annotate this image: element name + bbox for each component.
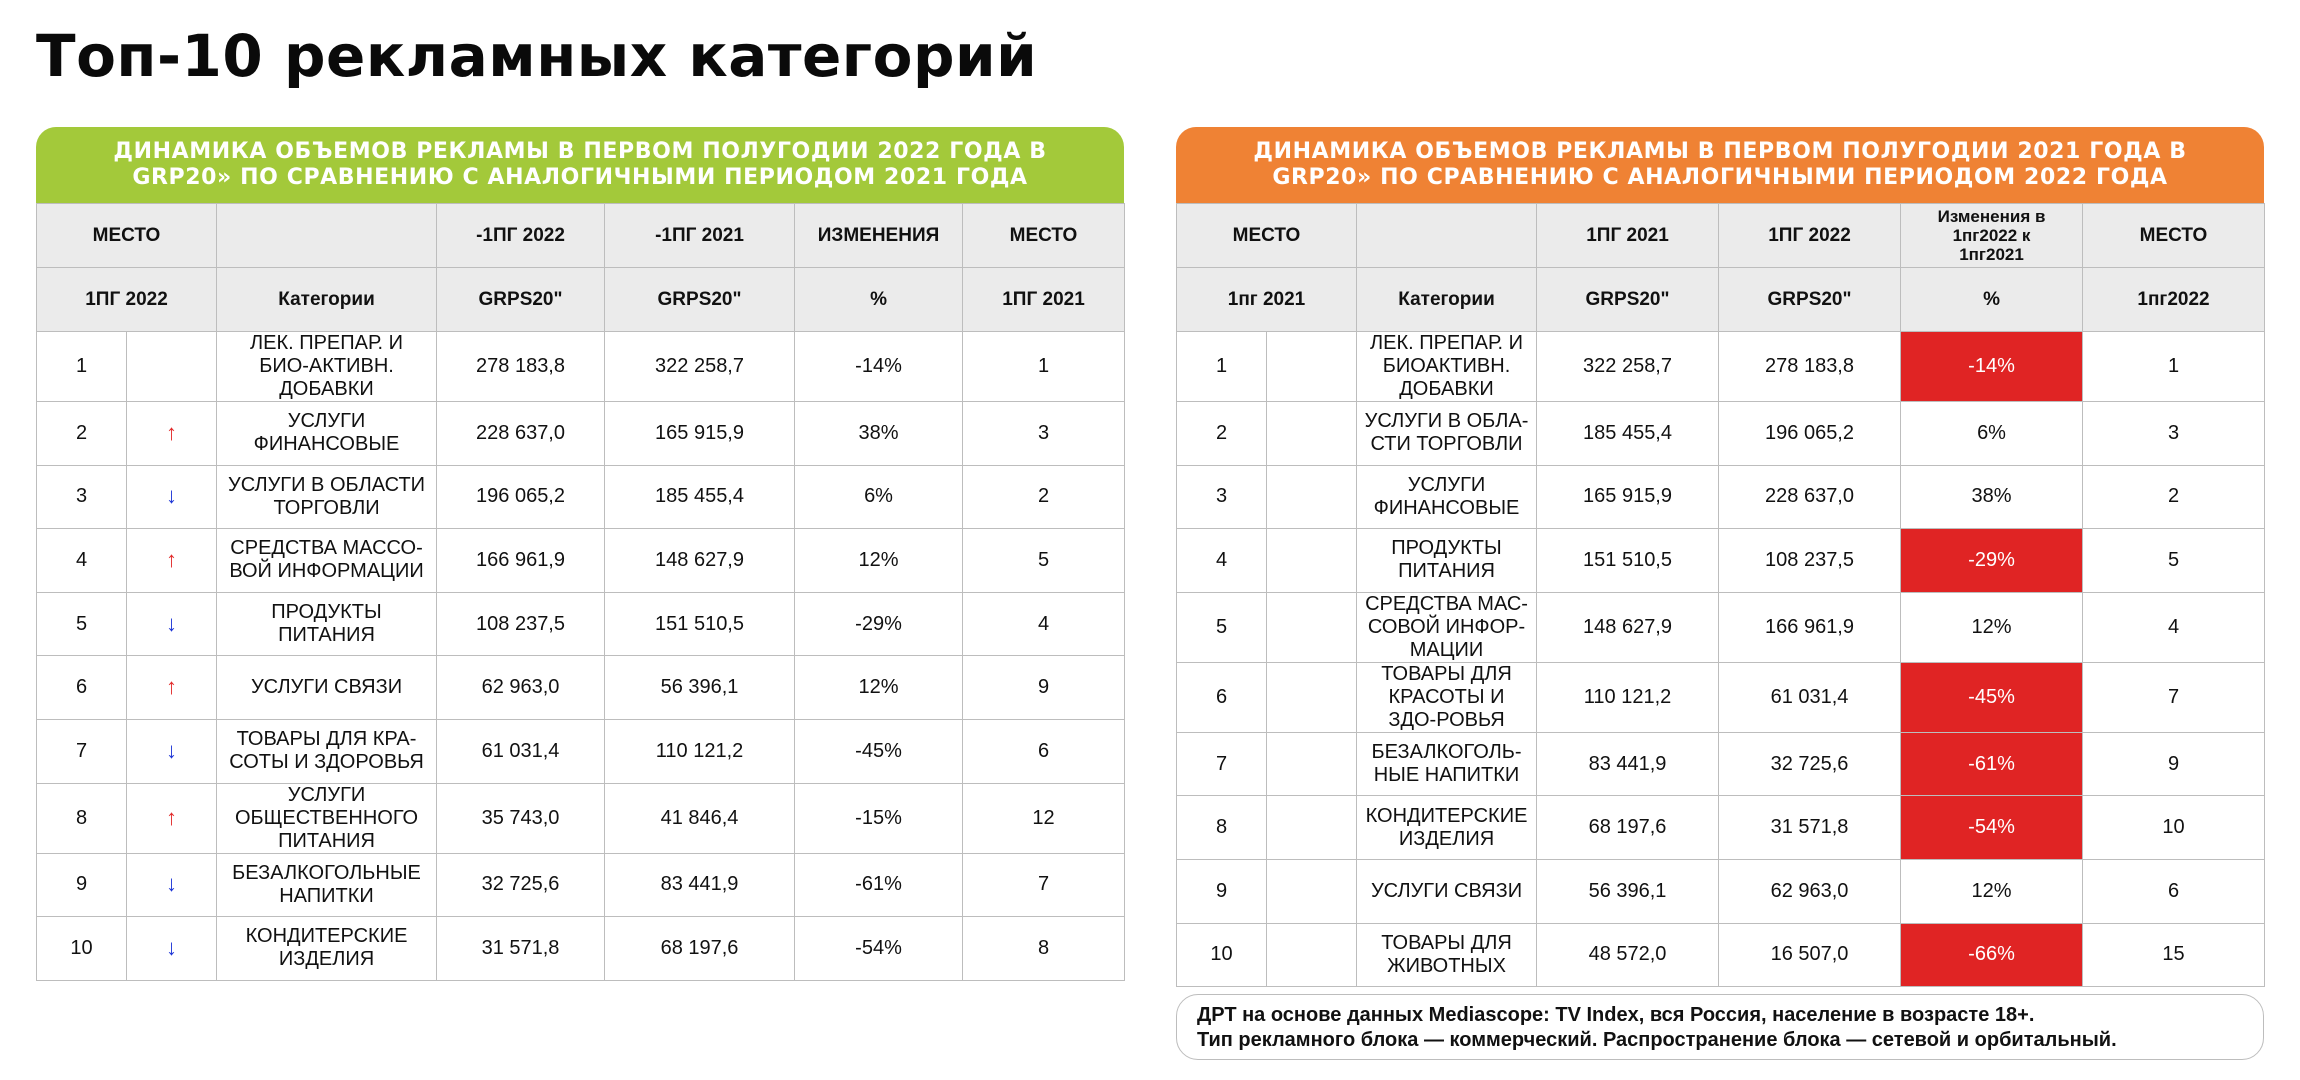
column-header-period-b: -1ПГ 2021 — [605, 204, 795, 268]
change-cell: 6% — [795, 465, 963, 529]
panel-2021-vs-2022 — [1176, 127, 2264, 987]
table-row — [1177, 859, 2265, 923]
value-2021-cell: 83 441,9 — [1537, 732, 1719, 796]
rank-2021-cell: 4 — [963, 592, 1125, 656]
value-2022-cell: 166 961,9 — [1719, 592, 1901, 662]
rank-2022-cell: 15 — [2083, 923, 2265, 987]
header-row — [37, 204, 1125, 268]
change-cell: -15% — [795, 783, 963, 853]
blank-cell — [1267, 923, 1357, 987]
table-row — [1177, 529, 2265, 593]
table-row — [37, 917, 1125, 981]
table-row — [37, 529, 1125, 593]
table-row — [1177, 402, 2265, 466]
subheader-period-prev: 1ПГ 2021 — [963, 268, 1125, 332]
change-cell: -14% — [1901, 332, 2083, 402]
value-2022-cell: 228 637,0 — [437, 402, 605, 466]
rank-cell: 1 — [37, 332, 127, 402]
value-2022-cell: 32 725,6 — [1719, 732, 1901, 796]
change-cell: -29% — [795, 592, 963, 656]
rank-cell: 5 — [1177, 592, 1267, 662]
category-cell: СРЕДСТВА МАССО-ВОЙ ИНФОРМАЦИИ — [217, 529, 437, 593]
subheader-period: 1ПГ 2022 — [37, 268, 217, 332]
blank-cell — [1267, 662, 1357, 732]
value-2021-cell: 148 627,9 — [1537, 592, 1719, 662]
blank-cell — [1267, 529, 1357, 593]
subheader-row — [37, 268, 1125, 332]
column-header-period-b: 1ПГ 2022 — [1719, 204, 1901, 268]
value-2021-cell: 68 197,6 — [605, 917, 795, 981]
category-cell: УСЛУГИ В ОБЛА-СТИ ТОРГОВЛИ — [1357, 402, 1537, 466]
trend-cell — [127, 402, 217, 466]
change-cell: 12% — [1901, 859, 2083, 923]
subheader-grps-b: GRPS20" — [605, 268, 795, 332]
subheader-period-next: 1пг2022 — [2083, 268, 2265, 332]
trend-cell — [127, 719, 217, 783]
rank-2021-cell: 12 — [963, 783, 1125, 853]
value-2021-cell: 41 846,4 — [605, 783, 795, 853]
blank-cell — [1267, 732, 1357, 796]
table-row — [37, 332, 1125, 402]
value-2021-cell: 322 258,7 — [605, 332, 795, 402]
rank-cell: 8 — [1177, 796, 1267, 860]
blank-cell — [1267, 592, 1357, 662]
value-2021-cell: 185 455,4 — [605, 465, 795, 529]
change-cell: 38% — [1901, 465, 2083, 529]
column-header-change: Изменения в 1пг2022 к 1пг2021 — [1901, 204, 2083, 268]
panel-header: ДИНАМИКА ОБЪЕМОВ РЕКЛАМЫ В ПЕРВОМ ПОЛУГОДИИ 2022 ГОДА В GRP20» ПО СРАВНЕНИЮ С АНАЛОГИЧНЫМИ ПЕРИОДОМ 2021 ГОДА — [36, 127, 1124, 203]
rank-2021-cell: 2 — [963, 465, 1125, 529]
blank-cell — [1267, 859, 1357, 923]
rank-cell: 6 — [1177, 662, 1267, 732]
rank-2021-cell: 1 — [963, 332, 1125, 402]
arrow-up-icon: ↑ — [166, 546, 177, 572]
rank-cell: 7 — [1177, 732, 1267, 796]
value-2021-cell: 322 258,7 — [1537, 332, 1719, 402]
value-2021-cell: 151 510,5 — [605, 592, 795, 656]
panel-2022-vs-2021 — [36, 127, 1124, 981]
rank-cell: 4 — [37, 529, 127, 593]
change-cell: 12% — [1901, 592, 2083, 662]
table-row — [37, 656, 1125, 720]
arrow-up-icon: ↑ — [166, 419, 177, 445]
category-cell: УСЛУГИ ОБЩЕСТВЕННОГО ПИТАНИЯ — [217, 783, 437, 853]
category-cell: ТОВАРЫ ДЛЯ КРА-СОТЫ И ЗДОРОВЬЯ — [217, 719, 437, 783]
header-row — [1177, 204, 2265, 268]
change-cell: -54% — [1901, 796, 2083, 860]
column-header-rank: МЕСТО — [1177, 204, 1357, 268]
category-cell: УСЛУГИ СВЯЗИ — [217, 656, 437, 720]
category-cell: КОНДИТЕРСКИЕ ИЗДЕЛИЯ — [217, 917, 437, 981]
category-cell: ТОВАРЫ ДЛЯ ЖИВОТНЫХ — [1357, 923, 1537, 987]
value-2022-cell: 61 031,4 — [437, 719, 605, 783]
category-cell: УСЛУГИ В ОБЛАСТИ ТОРГОВЛИ — [217, 465, 437, 529]
arrow-down-icon: ↓ — [166, 871, 177, 897]
rank-2022-cell: 6 — [2083, 859, 2265, 923]
value-2022-cell: 62 963,0 — [1719, 859, 1901, 923]
table-row — [1177, 592, 2265, 662]
change-cell: 12% — [795, 656, 963, 720]
rank-2022-cell: 10 — [2083, 796, 2265, 860]
table-row — [37, 592, 1125, 656]
category-cell: СРЕДСТВА МАС-СОВОЙ ИНФОР-МАЦИИ — [1357, 592, 1537, 662]
rank-2021-cell: 5 — [963, 529, 1125, 593]
subheader-categories: Категории — [217, 268, 437, 332]
trend-cell — [127, 656, 217, 720]
value-2022-cell: 278 183,8 — [437, 332, 605, 402]
table-row — [1177, 796, 2265, 860]
column-header-period-a: 1ПГ 2021 — [1537, 204, 1719, 268]
table-row — [1177, 923, 2265, 987]
column-header-blank — [217, 204, 437, 268]
value-2021-cell: 185 455,4 — [1537, 402, 1719, 466]
rank-cell: 3 — [37, 465, 127, 529]
subheader-grps-a: GRPS20" — [1537, 268, 1719, 332]
change-cell: -14% — [795, 332, 963, 402]
change-cell: 12% — [795, 529, 963, 593]
column-header-rank-next: МЕСТО — [2083, 204, 2265, 268]
value-2021-cell: 110 121,2 — [1537, 662, 1719, 732]
table-row — [37, 719, 1125, 783]
value-2021-cell: 83 441,9 — [605, 853, 795, 917]
value-2022-cell: 31 571,8 — [437, 917, 605, 981]
subheader-categories: Категории — [1357, 268, 1537, 332]
trend-cell — [127, 592, 217, 656]
change-cell: 38% — [795, 402, 963, 466]
arrow-down-icon: ↓ — [166, 934, 177, 960]
trend-cell — [127, 529, 217, 593]
rank-cell: 10 — [1177, 923, 1267, 987]
rank-2022-cell: 9 — [2083, 732, 2265, 796]
value-2022-cell: 196 065,2 — [1719, 402, 1901, 466]
category-cell: УСЛУГИ ФИНАНСОВЫЕ — [217, 402, 437, 466]
value-2021-cell: 110 121,2 — [605, 719, 795, 783]
value-2022-cell: 32 725,6 — [437, 853, 605, 917]
category-cell: БЕЗАЛКОГОЛЬНЫЕ НАПИТКИ — [217, 853, 437, 917]
arrow-down-icon: ↓ — [166, 610, 177, 636]
source-note-line-2: Тип рекламного блока — коммерческий. Распространение блока — сетевой и орбитальный. — [1197, 1029, 2117, 1051]
subheader-period: 1пг 2021 — [1177, 268, 1357, 332]
rank-cell: 5 — [37, 592, 127, 656]
column-header-blank — [1357, 204, 1537, 268]
column-header-rank: МЕСТО — [37, 204, 217, 268]
subheader-percent: % — [1901, 268, 2083, 332]
category-cell: КОНДИТЕРСКИЕ ИЗДЕЛИЯ — [1357, 796, 1537, 860]
column-header-period-a: -1ПГ 2022 — [437, 204, 605, 268]
rank-2022-cell: 4 — [2083, 592, 2265, 662]
value-2022-cell: 166 961,9 — [437, 529, 605, 593]
value-2022-cell: 108 237,5 — [437, 592, 605, 656]
category-cell: БЕЗАЛКОГОЛЬ-НЫЕ НАПИТКИ — [1357, 732, 1537, 796]
value-2021-cell: 56 396,1 — [1537, 859, 1719, 923]
table-row — [37, 783, 1125, 853]
value-2021-cell: 165 915,9 — [1537, 465, 1719, 529]
page-title: Топ-10 рекламных категорий — [36, 22, 1038, 90]
rank-cell: 6 — [37, 656, 127, 720]
value-2021-cell: 165 915,9 — [605, 402, 795, 466]
rank-2021-cell: 8 — [963, 917, 1125, 981]
ranking-table — [1176, 203, 2265, 987]
category-cell: УСЛУГИ СВЯЗИ — [1357, 859, 1537, 923]
value-2022-cell: 31 571,8 — [1719, 796, 1901, 860]
change-cell: -29% — [1901, 529, 2083, 593]
subheader-grps-b: GRPS20" — [1719, 268, 1901, 332]
change-cell: 6% — [1901, 402, 2083, 466]
rank-cell: 2 — [1177, 402, 1267, 466]
rank-2022-cell: 5 — [2083, 529, 2265, 593]
change-cell: -61% — [795, 853, 963, 917]
change-cell: -61% — [1901, 732, 2083, 796]
category-cell: ЛЕК. ПРЕПАР. И БИО-АКТИВН. ДОБАВКИ — [217, 332, 437, 402]
value-2022-cell: 196 065,2 — [437, 465, 605, 529]
value-2022-cell: 62 963,0 — [437, 656, 605, 720]
rank-2022-cell: 3 — [2083, 402, 2265, 466]
category-cell: УСЛУГИ ФИНАНСОВЫЕ — [1357, 465, 1537, 529]
trend-cell — [127, 853, 217, 917]
rank-2021-cell: 3 — [963, 402, 1125, 466]
rank-2021-cell: 7 — [963, 853, 1125, 917]
rank-cell: 3 — [1177, 465, 1267, 529]
value-2022-cell: 108 237,5 — [1719, 529, 1901, 593]
arrow-down-icon: ↓ — [166, 737, 177, 763]
rank-cell: 4 — [1177, 529, 1267, 593]
change-cell: -54% — [795, 917, 963, 981]
value-2021-cell: 148 627,9 — [605, 529, 795, 593]
rank-cell: 1 — [1177, 332, 1267, 402]
value-2021-cell: 68 197,6 — [1537, 796, 1719, 860]
category-cell: ПРОДУКТЫ ПИТАНИЯ — [217, 592, 437, 656]
change-cell: -66% — [1901, 923, 2083, 987]
source-note — [1176, 994, 2264, 1060]
change-cell: -45% — [795, 719, 963, 783]
table-row — [37, 465, 1125, 529]
rank-cell: 10 — [37, 917, 127, 981]
category-cell: ТОВАРЫ ДЛЯ КРАСОТЫ И ЗДО-РОВЬЯ — [1357, 662, 1537, 732]
arrow-down-icon: ↓ — [166, 483, 177, 509]
rank-cell: 9 — [1177, 859, 1267, 923]
blank-cell — [1267, 332, 1357, 402]
blank-cell — [1267, 796, 1357, 860]
blank-cell — [1267, 402, 1357, 466]
value-2022-cell: 228 637,0 — [1719, 465, 1901, 529]
source-note-line-1: ДРТ на основе данных Mediascope: TV Index, вся Россия, население в возрасте 18+. — [1197, 1004, 2035, 1026]
trend-cell — [127, 783, 217, 853]
trend-cell — [127, 332, 217, 402]
value-2022-cell: 16 507,0 — [1719, 923, 1901, 987]
subheader-row — [1177, 268, 2265, 332]
value-2022-cell: 35 743,0 — [437, 783, 605, 853]
rank-2021-cell: 9 — [963, 656, 1125, 720]
rank-cell: 8 — [37, 783, 127, 853]
panel-header: ДИНАМИКА ОБЪЕМОВ РЕКЛАМЫ В ПЕРВОМ ПОЛУГОДИИ 2021 ГОДА В GRP20» ПО СРАВНЕНИЮ С АНАЛОГИЧНЫМИ ПЕРИОДОМ 2022 ГОДА — [1176, 127, 2264, 203]
table-row — [37, 402, 1125, 466]
category-cell: ЛЕК. ПРЕПАР. И БИОАКТИВН. ДОБАВКИ — [1357, 332, 1537, 402]
arrow-up-icon: ↑ — [166, 674, 177, 700]
subheader-percent: % — [795, 268, 963, 332]
change-cell: -45% — [1901, 662, 2083, 732]
subheader-grps-a: GRPS20" — [437, 268, 605, 332]
column-header-change: ИЗМЕНЕНИЯ — [795, 204, 963, 268]
trend-cell — [127, 465, 217, 529]
table-row — [1177, 732, 2265, 796]
table-row — [1177, 465, 2265, 529]
table-row — [37, 853, 1125, 917]
rank-cell: 7 — [37, 719, 127, 783]
blank-cell — [1267, 465, 1357, 529]
rank-2021-cell: 6 — [963, 719, 1125, 783]
rank-cell: 9 — [37, 853, 127, 917]
value-2022-cell: 278 183,8 — [1719, 332, 1901, 402]
table-row — [1177, 332, 2265, 402]
rank-2022-cell: 1 — [2083, 332, 2265, 402]
value-2022-cell: 61 031,4 — [1719, 662, 1901, 732]
rank-cell: 2 — [37, 402, 127, 466]
value-2021-cell: 151 510,5 — [1537, 529, 1719, 593]
category-cell: ПРОДУКТЫ ПИТАНИЯ — [1357, 529, 1537, 593]
rank-2022-cell: 2 — [2083, 465, 2265, 529]
rank-2022-cell: 7 — [2083, 662, 2265, 732]
trend-cell — [127, 917, 217, 981]
column-header-rank-prev: МЕСТО — [963, 204, 1125, 268]
table-row — [1177, 662, 2265, 732]
arrow-up-icon: ↑ — [166, 804, 177, 830]
value-2021-cell: 48 572,0 — [1537, 923, 1719, 987]
ranking-table — [36, 203, 1125, 981]
value-2021-cell: 56 396,1 — [605, 656, 795, 720]
